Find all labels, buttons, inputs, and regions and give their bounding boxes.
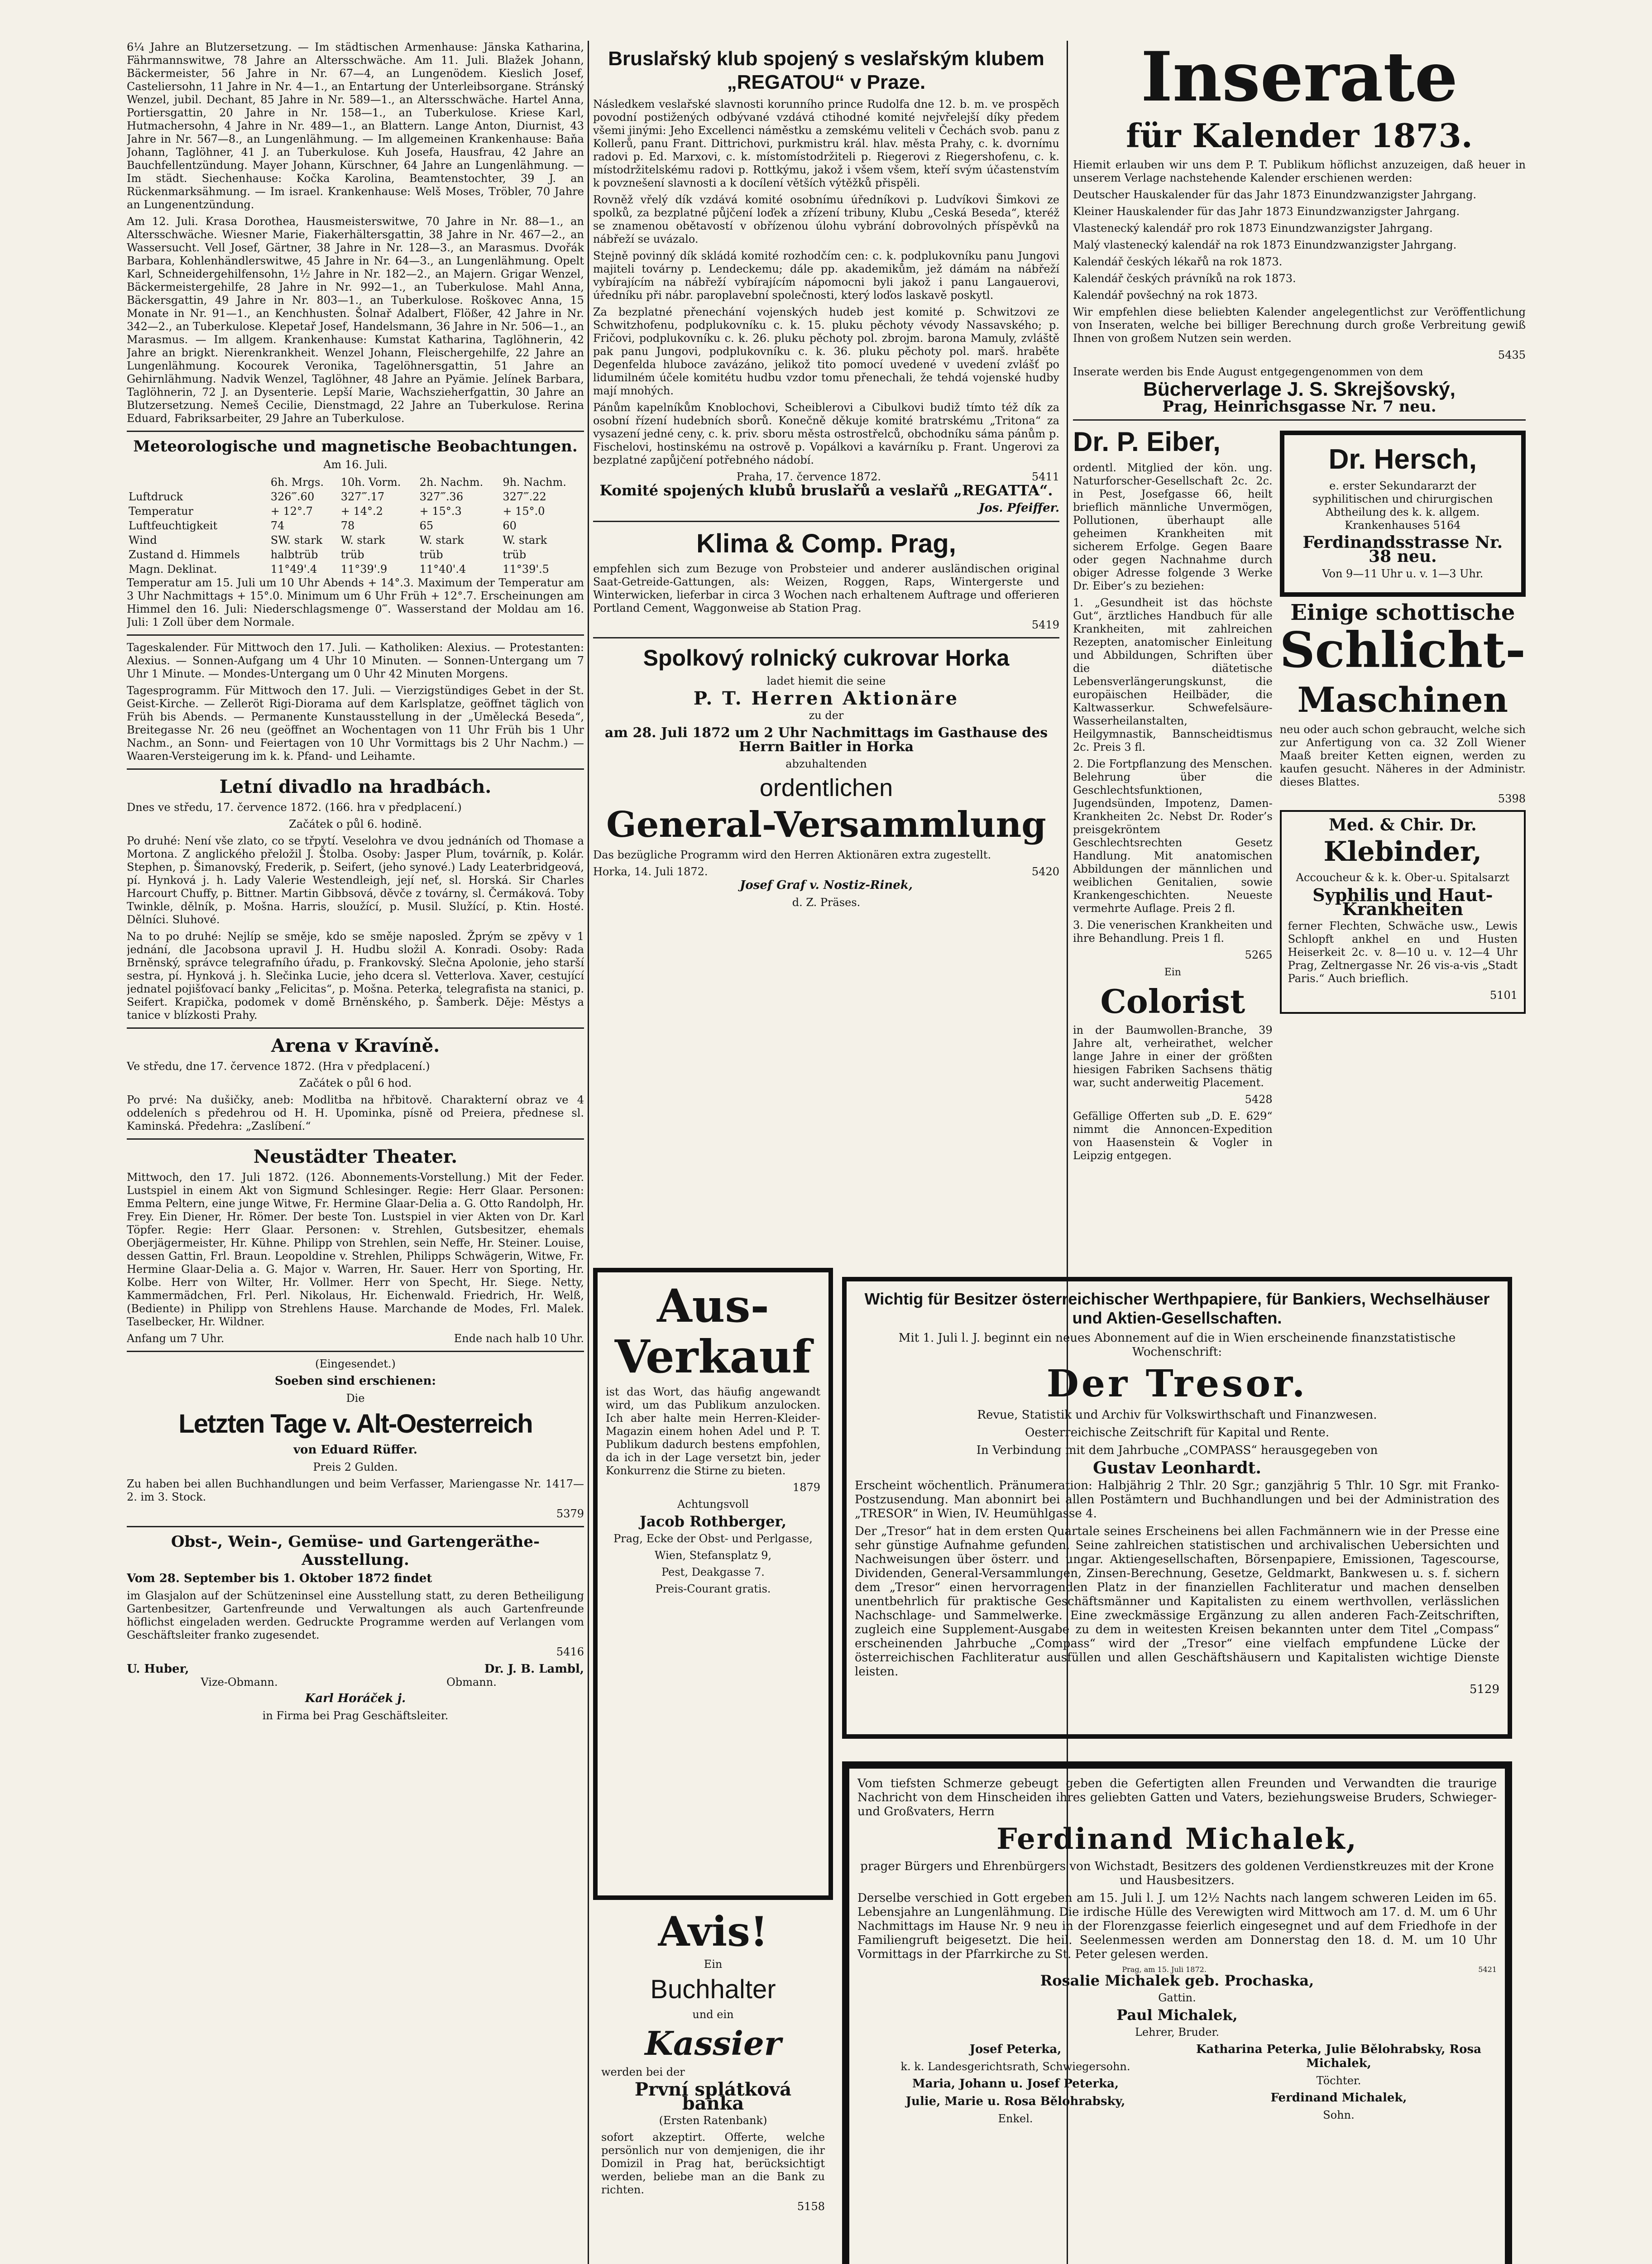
skating-club-title: Bruslařský klub spojený s veslařským klubem „REGATOU“ v Praze. [608, 48, 1044, 93]
signature-role: d. Z. Präses. [792, 896, 861, 909]
neustadt-theatre-times [127, 1332, 584, 1345]
ausverkauf-text: ist das Wort, das häufig angewandt wird, um das Publikum anzulocken. Ich aber halte mein Herren-Kleider-Magazin einem hohen Adel und P. T. Publikum dadurch bestens empfohlen, da ich in der Lage versetzt bin, jeder Konkurrenz die Stirne zu bieten. [606, 1386, 820, 1477]
table-cell: W. stark [340, 534, 385, 547]
skating-club-committee: Komité spojených klubů bruslařů a veslařů „REGATTA“. [599, 482, 1053, 499]
inserate-text: Wir empfehlen diese beliebten Kalender angelegentlichst zur Veröffentlichung von Inseraten, welche bei billiger Berechnung durch große Verbreitung gewiß Ihnen von großem Nutzen sein werden. [1073, 306, 1526, 345]
table-cell: 10h. Vorm. [340, 476, 401, 489]
divider [127, 1027, 584, 1029]
table-cell: trüb [419, 548, 443, 561]
meteorology-notes: Temperatur am 15. Juli um 10 Uhr Abends + 14°.3. Maximum der Temperatur am 3 Uhr Nachmittags + 15°.0. Minimum um 6 Uhr Früh + 12°.7. Erscheinungen am Himmel den 16. Juli: Niederschlagsmenge 0‴. Wasserstand der Moldau am 16. Juli: 1 Zoll über dem Normale. [127, 576, 584, 628]
sugar-factory-zur: zu der [809, 709, 844, 722]
signature: Josef Graf v. Nostiz-Rinek, [740, 878, 913, 892]
meteorology-title: Meteorologische und magnetische Beobachtungen. [133, 437, 578, 456]
ad-number: 5398 [1498, 792, 1526, 805]
inserate-text: Inserate werden bis Ende August entgegengenommen von dem [1073, 365, 1423, 378]
obituary-signer-group [1181, 2043, 1497, 2129]
table-header-row [127, 475, 584, 489]
machines-title: Maschinen [1297, 680, 1508, 720]
calendar-list-item: Malý vlastenecký kalendář na rok 1873 Einundzwanzigster Jahrgang. [1073, 239, 1457, 251]
right-ads [1280, 426, 1526, 1166]
obituary-signer-role: Enkel. [998, 2112, 1033, 2125]
divider [127, 431, 584, 432]
obituary-signer-role: k. k. Landesgerichtsrath, Schwiegersohn. [900, 2060, 1130, 2073]
obituary-name: Ferdinand Michalek, [996, 1822, 1358, 1856]
avis-cashier: Kassier [645, 2024, 781, 2063]
column-right [1073, 41, 1526, 1263]
tresor-sub: Revue, Statistik und Archiv für Volkswirthschaft und Finanzwesen. [977, 1408, 1377, 1422]
arena-program: Po prvé: Na dušičky, aneb: Modlitba na hřbitově. Charakterní obraz ve 4 oddeleních s předehrou od H. H. Upominka, písně od Preiera, přednese sl. Kaminská. Předehra: „Zaslíbení.“ [127, 1094, 584, 1132]
avis-und: und ein [692, 2008, 734, 2021]
obituary-text: Derselbe verschied in Gott ergeben am 15. Juli l. J. um 12½ Nachts nach langem schweren Leiden im 65. Lebensjahre an Lungenlähmung. Die irdische Hülle des Verewigten wird Mittwoch am 17. d. M. um 6 Uhr Nachmittags im Hause Nr. 9 neu in der Florenzgasse feierlich eingesegnet und auf dem Friedhofe in der Familiengruft beigesetzt. Die heil. Seelenmessen werden am Donnerstag den 18. d. M. um 10 Uhr Vormittags in der Pfarrkirche zu St. Peter gelesen werden. [857, 1891, 1497, 1961]
avis-ad [593, 1904, 833, 2221]
table-row [127, 504, 584, 518]
inserate-text: Hiemit erlauben wir uns dem P. T. Publikum höflichst anzuzeigen, daß heuer in unserem Verlage nachstehende Kalender erschienen werden: [1073, 158, 1526, 184]
column-left [127, 41, 584, 1726]
obituary-text: Vom tiefsten Schmerze gebeugt geben die Gefertigten allen Freunden und Verwandten die traurige Nachricht von dem Hinscheiden ihres geliebten Gatten und Vaters, beziehungsweise Bruders, Schwieger- und Großvaters, Herrn [857, 1777, 1497, 1818]
exhibition-signatures [127, 1662, 584, 1676]
ad-number: 5265 [1245, 949, 1273, 961]
ausverkauf-regards: Achtungsvoll [677, 1498, 749, 1511]
ad-number: 5428 [1245, 1093, 1273, 1106]
klebinder-ad [1280, 810, 1526, 1014]
neustadt-theatre-title: Neustädter Theater. [253, 1146, 458, 1167]
klebinder-name: Klebinder, [1323, 836, 1482, 868]
ad-number: 5419 [1031, 619, 1059, 631]
obituary [842, 1761, 1512, 2264]
table-cell: 327‴.17 [340, 490, 385, 503]
exhibition-roles [127, 1676, 584, 1689]
hersch-text: e. erster Sekundararzt der syphilitischen und chirurgischen Abtheilung des k. k. allgem. Krankenhauses 5164 [1312, 480, 1493, 532]
arena-date: Ve středu, dne 17. července 1872. (Hra v předplacení.) [127, 1060, 430, 1073]
klebinder-text: ferner Flechten, Schwäche usw., Lewis Schlopft ankhel en und Husten Heiserkeit 2c. v. 8—10 u. v. 12—4 Uhr Prag, Zeltnergasse Nr. 26 vis-a-vis „Stadt Paris.“ Auch brieflich. [1288, 920, 1518, 985]
ad-column-middle-lower [593, 1263, 833, 2264]
neustadt-theatre-program: Mittwoch, den 17. Juli 1872. (126. Abonnements-Vorstellung.) Mit der Feder. Lustspiel in einem Akt von Sigmund Schlesinger. Regie: Herr Glaar. Personen: Emma Peltern, eine junge Witwe, Fr. Hermine Glaar-Delia a. G. Otto Randolph, Hr. Frey. Ein Diener, Hr. Römer. Der beste Ton. Lustspiel in vier Akten von Dr. Karl Töpfer. Regie: Herr Glaar. Personen: v. Strehlen, Gutsbesitzer, ehemals Oberjägermeister, Hr. Kühne. Philipp von Strehlen, sein Neffe, Hr. Steiner. Louise, dessen Gattin, Frl. Braun. Leopoldine v. Strehlen, Philipps Schwägerin, Witwe, Fr. Hermine Glaar-Delia a. G. Major v. Warren, Hr. Sauer. Herr von Sporting, Hr. Kolbe. Herr von Wilter, Hr. Vollmer. Herr von Specht, Hr. Siege. Netty, Kammermädchen, Frl. Perl. Nikolaus, Hr. Eichenwald. Friedrich, Hr. Welß, (Bediente) in Philipp von Strehlens Hause. Marchande de Modes, Frl. Malek. Taselbecker, Hr. Wildner. [127, 1171, 584, 1328]
table-cell: 326‴.60 [270, 490, 315, 503]
death-notices: 6¼ Jahre an Blutzersetzung. — Im städtischen Armenhause: Jänska Katharina, Fährmannswitwe, 78 Jahre an Altersschwäche. Am 11. Juli. Blažek Johann, Bäckermeister, 56 Jahre in Nr. 67—4, an Lungenödem. Kieslich Josef, Casteliersohn, 11 Jahre in Nr. 4—1., an Entartung der Unterleibsorgane. Stránský Wenzel, jubil. Dechant, 85 Jahre in Nr. 589—1., an Altersschwäche. Hartel Anna, Portiersgattin, 20 Jahre in Nr. 158—1., an Tuberkulose. Kriese Karl, Hutmachersohn, 4 Jahre in Nr. 489—1., an Blattern. Lange Anton, Diurnist, 43 Jahre in Nr. 567—8., an Lungenlähmung. — Im allgemeinen Krankenhause: Baňa Johann, Taglöhner, 41 J. an Tuberkulose. Kuh Josefa, Hausfrau, 42 Jahre an Bauchfellentzündung. Mayer Johann, Kürschner, 64 Jahre an Lungenlähmung. — Im städt. Siechenhause: Kočka Karolina, Beamtenstochter, 39 J. an Rückenmarksähmung. — Im israel. Krankenhause: Welš Moses, Tröbler, 70 Jahre an Lungenentzündung. [127, 41, 584, 211]
eiber-text: ordentl. Mitglied der kön. ung. Naturforscher-Gesellschaft 2c. 2c. in Pest, Josefgasse 66, heilt brieflich männliche Unvermögen, Pollutionen, überhaupt alle geheimen Krankheiten mit sicherem Erfolge. Gegen Baare oder gegen Nachnahme durch obiger Adresse folgende 3 Werke Dr. Eiber’s zu beziehen: [1073, 461, 1273, 592]
machines-title: Einige schottische [1290, 600, 1515, 625]
obituary-signer: Rosalie Michalek geb. Prochaska, [1040, 1972, 1314, 1989]
divider [1073, 419, 1526, 421]
obituary-signers-row [857, 2043, 1497, 2129]
signature-role: in Firma bei Prag Geschäftsleiter. [262, 1709, 449, 1722]
klebinder-text: Accoucheur & k. k. Ober-u. Spitalsarzt [1296, 871, 1510, 884]
hersch-hours: Von 9—11 Uhr u. v. 1—3 Uhr. [1322, 567, 1484, 580]
arena-start: Začátek o půl 6 hod. [299, 1077, 412, 1089]
publisher-address: Prag, Heinrichsgasse Nr. 7 neu. [1162, 398, 1437, 416]
signature: Dr. J. B. Lambl, [484, 1662, 584, 1676]
avis-text: werden bei der [601, 2066, 685, 2078]
skating-club-text: Následkem veslařské slavnosti korunního prince Rudolfa dne 12. b. m. ve prospěch povodní postižených odbývané vzdává ctihodné komité nejvřelejší díky předem všemi jinými: Jeho Excellenci náměstku a zemskému veliteli v Čechách svob. panu z Kollerů, panu Frant. Dittrichovi, purkmistru král. hlav. města Prahy, c. k. dvornímu radovi p. Ed. Marxovi, c. k. místomístodržiteli p. Riegerovi z Riegershofenu, c. k. místodržitelskému radovi p. Rottkýmu, jakož i všem všem, kteří svým účastenstvím k povznešení slavnosti a k docílení větších výtěžků přispěli. [593, 98, 1059, 189]
calendar-list-item: Deutscher Hauskalender für das Jahr 1873 Einundzwanzigster Jahrgang. [1073, 188, 1476, 201]
ausverkauf-address: Wien, Stefansplatz 9, [654, 1549, 772, 1562]
book-article: Die [346, 1392, 365, 1405]
tresor-editor: Gustav Leonhardt. [1093, 1458, 1261, 1477]
inserate-title: Inserate [1140, 41, 1458, 117]
table-cell: 327‴.36 [419, 490, 464, 503]
ausverkauf-name: Jacob Rothberger, [639, 1513, 787, 1530]
ad-number: 5420 [1031, 865, 1059, 878]
table-row [127, 562, 584, 576]
ad-number: 5421 [1478, 1965, 1497, 1974]
klima-title: Klima & Comp. Prag, [696, 529, 956, 558]
ad-number: 5379 [556, 1507, 584, 1520]
skating-club-text: Za bezplatné přenechání vojenských hudeb jest komité p. Schwitzovi ze Schwitzhofenu, podplukovníku c. k. 15. pluku pěchoty vévody Nassavského; p. Fričovi, podplukovníku c. k. 26. pluku pěchoty pol. zbrojm. barona Mamuly, zvláště pak panu Jungovi, podplukovníku c. k. 36. pluku pěchoty pol. marš. hraběte Degenfelda hluboce zavázáno, jelikož tito pomocí uvedené v uvedení zvlášť po lidumilném účele komitétu hudbu vzdor tomu přenechali, že tehdá vojenské hudby mají mnohých. [593, 306, 1059, 397]
table-row [127, 489, 584, 504]
day-program: Tagesprogramm. Für Mittwoch den 17. Juli. — Vierzigstündiges Gebet in der St. Geist-Kirche. — Zelleröt Rigi-Diorama auf dem Karlsplatze, geöffnet täglich von Früh bis Abends. — Permanente Kunstausstellung in der „Umělecká Beseda“, Breitegasse Nr. 26 neu (geöffnet an Wochentagen von 11 Uhr Früh bis 1 Uhr Nachm., an Sonn- und Feiertagen von 10 Uhr Vormittags bis 2 Uhr Nachm.) — Waaren-Versteigerung im k. k. Pfand- und Leihamte. [127, 684, 584, 763]
table-cell: 327‴.22 [503, 490, 546, 503]
obituary-signer: Katharina Peterka, Julie Bělohrabsky, Rosa Michalek, [1196, 2043, 1481, 2070]
tresor-headline: Wichtig für Besitzer österreichischer Werthpapiere, für Bankiers, Wechselhäuser und Aktien-Gesellschaften. [864, 1290, 1490, 1327]
table-cell: Magn. Deklinat. [129, 563, 217, 576]
avis-ein: Ein [704, 1958, 723, 1971]
table-cell: W. stark [419, 534, 464, 547]
avis-bookkeeper: Buchhalter [650, 1975, 776, 2004]
ausverkauf-address: Prag, Ecke der Obst- und Perlgasse, [613, 1532, 813, 1545]
table-cell: Luftdruck [129, 490, 183, 503]
book-author: von Eduard Rüffer. [293, 1443, 417, 1457]
signature: U. Huber, [127, 1662, 189, 1676]
book-availability: Zu haben bei allen Buchhandlungen und beim Verfasser, Mariengasse Nr. 1417—2. im 3. Stock. [127, 1477, 584, 1503]
inserate-subtitle: für Kalender 1873. [1126, 116, 1473, 155]
signature-role: Vize-Obmann. [201, 1676, 278, 1688]
avis-text: sofort akzeptirt. Offerte, welche persönlich nur von demjenigen, die ihr Domizil in Prag hat, berücksichtigt werden, beliebe man an die Bank zu richten. [601, 2131, 825, 2196]
table-cell: SW. stark [270, 534, 323, 547]
obituary-signer-role: Gattin. [1158, 1991, 1196, 2004]
ausverkauf-address: Pest, Deakgasse 7. [661, 1566, 765, 1578]
machines-title: Schlicht- [1279, 622, 1526, 679]
table-cell: Zustand d. Himmels [129, 548, 240, 561]
calendar-list-item: Kleiner Hauskalender für das Jahr 1873 Einundzwanzigster Jahrgang. [1073, 205, 1460, 218]
signature-role: Obmann. [446, 1676, 497, 1688]
divider [127, 1351, 584, 1352]
meeting-date: am 28. Juli 1872 um 2 Uhr Nachmittags im Gasthause des Herrn Baitler in Horka [604, 725, 1048, 755]
skating-club-text: Rovněž vřelý dík vzdává komité osobnímu úředníkovi p. Ludvíkovi Šimkovi ze spolků, za bezplatné půjčení loďek a zřízení tribuny, Klubu „Ceská Beseda“, kteréž se znamenou obětavostí v obřízenou úlohu vybrání dobrovolných příspěvků na nábřeží se uvázalo. [593, 193, 1059, 245]
avis-bank-sub: (Ersten Ratenbank) [659, 2114, 767, 2127]
obituary-signer-role: Töchter. [1316, 2074, 1361, 2087]
obituary-signer: Maria, Johann u. Josef Peterka, [912, 2077, 1119, 2091]
exhibition-title: Obst-, Wein-, Gemüse- und Gartengeräthe-Ausstellung. [171, 1533, 540, 1569]
place-date: Praha, 17. července 1872. [736, 470, 881, 483]
skating-club-text: Stejně povinný dík skládá komité rozhodčím cen: c. k. podplukovníku panu Jungovi majiteli továrny p. Lendeckemu; dále pp. akademikům, jež dámám na nábřeží vybírajícím na nábřeží vybírajícím nápomocni byli jakož i panu Langauerovi, úředníku při nábr. paroplavební společnosti, který loďos laskavě poskytl. [593, 249, 1059, 302]
colorist-title: Colorist [1100, 982, 1245, 1021]
table-cell: 11°49'.4 [270, 563, 317, 576]
table-cell: 2h. Nachm. [419, 476, 484, 489]
klima-text: empfehlen sich zum Bezuge von Probsteier und anderer ausländischen original Saat-Getreide-Gattungen, als: Weizen, Roggen, Raps, Wintergerste und Winterwicken, lieferbar in circa 3 Wochen nach erhaltenem Auftrage und offerieren Portland Cement, Waggonweise ab Station Prag. [593, 562, 1059, 614]
table-cell: Wind [129, 534, 157, 547]
place-date: Horka, 14. Juli 1872. [593, 865, 708, 878]
signature: Jos. Pfeiffer. [979, 501, 1059, 515]
summer-theatre-start: Začátek o půl 6. hodině. [289, 818, 422, 830]
table-cell: 11°39'.9 [340, 563, 388, 576]
table-cell: Temperatur [129, 505, 194, 518]
table-cell: 9h. Nachm. [503, 476, 566, 489]
summer-theatre-date: Dnes ve středu, 17. července 1872. (166. hra v předplacení.) [127, 801, 462, 814]
shareholders: P. T. Herren Aktionäre [693, 688, 959, 709]
book-title: Letzten Tage v. Alt-Oesterreich [178, 1409, 532, 1439]
colorist-ein: Ein [1164, 967, 1181, 978]
eiber-name: Dr. P. Eiber, [1073, 427, 1221, 457]
colorist-text: Gefällige Offerten sub „D. E. 629“ nimmt die Annoncen-Expedition von Haasenstein & Vogler in Leipzig entgegen. [1073, 1110, 1273, 1162]
just-published-label: Soeben sind erschienen: [275, 1374, 436, 1388]
sugar-factory-text: Das bezügliche Programm wird den Herren Aktionären extra zugestellt. [593, 849, 991, 861]
exhibition-text: im Glasjalon auf der Schützeninsel eine Ausstellung statt, zu deren Betheiligung Gartenbesitzer, Gartenfreunde und Verwaltungen als auch Gartenfreunde höflichst eingeladen werden. Gedruckte Programme werden auf Verlangen vom Geschäftsleiter franko zugesendet. [127, 1589, 584, 1641]
sugar-factory-place-row [593, 865, 1059, 878]
sugar-factory-title: Spolkový rolnický cukrovar Horka [643, 645, 1010, 671]
tresor-sub: Oesterreichische Zeitschrift für Kapital und Rente. [1025, 1426, 1329, 1439]
ad-number: 5416 [556, 1645, 584, 1658]
meteorology-date: Am 16. Juli. [323, 458, 388, 471]
obituary-signer: Josef Peterka, [969, 2043, 1062, 2056]
summer-theatre-title: Letní divadlo na hradbách. [219, 776, 492, 797]
ad-number: 5129 [1469, 1683, 1499, 1696]
table-cell: 60 [503, 519, 517, 532]
column-rule [588, 41, 589, 2264]
table-cell: 74 [270, 519, 285, 532]
table-cell: halbtrüb [270, 548, 318, 561]
calendar-list-item: Kalendář povšechný na rok 1873. [1073, 289, 1258, 302]
calendar-list-item: Kalendář českých lékařů na rok 1873. [1073, 255, 1283, 268]
table-row [127, 518, 584, 533]
signature: Karl Horáček j. [305, 1692, 406, 1705]
sugar-factory-ordinary: ordentlichen [759, 774, 893, 801]
doctors-row [1073, 426, 1526, 1166]
table-cell [127, 475, 269, 489]
table-cell: W. stark [503, 534, 547, 547]
calendar-list-item: Vlastenecký kalendář pro rok 1873 Einundzwanzigster Jahrgang. [1073, 222, 1433, 235]
tresor-text: Erscheint wöchentlich. Pränumeration: Halbjährig 2 Thlr. 20 Sgr.; ganzjährig 5 Thlr. 10 Sgr. mit Franko-Postzusendung. Man abonnirt bei allen Postämtern und Buchhandlungen und bei der Administration des „TRESOR“ in Wien, IV. Heumühlgasse 4. [855, 1479, 1499, 1521]
table-cell: Luftfeuchtigkeit [129, 519, 218, 532]
obituary-signer: Ferdinand Michalek, [1270, 2091, 1407, 2105]
sugar-factory-abz: abzuhaltenden [785, 758, 867, 770]
obituary-signer-role: Sohn. [1323, 2109, 1355, 2121]
start-time: Anfang um 7 Uhr. [127, 1332, 225, 1345]
table-cell: + 15°.3 [419, 505, 462, 518]
arena-title: Arena v Kravíně. [271, 1035, 440, 1056]
calendar-list-item: Kalendář českých právníků na rok 1873. [1073, 272, 1296, 285]
ausverkauf-title: Aus-Verkauf [614, 1279, 812, 1383]
hersch-address: Ferdinandsstrasse Nr. 38 neu. [1302, 533, 1503, 566]
obituary-signer-group [857, 2043, 1173, 2129]
eiber-ad [1073, 426, 1273, 1166]
obituary-signer: Paul Michalek, [1116, 2006, 1238, 2024]
eiber-book: 2. Die Fortpflanzung des Menschen. Belehrung über die Geschlechtsfunktionen, Jugendsünden, Impotenz, Damen-Krankheiten 2c. Nebst Dr. Roder’s preisgekröntem Geschlechtsrechten Gesetz Handlung. Mit anatomischen Abbildungen der männlichen und weiblichen Genitalien, sowie Krankengeschichten. Neueste vermehrte Auflage. Preis 2 fl. [1073, 758, 1273, 915]
ad-number: 1879 [792, 1481, 820, 1494]
table-cell: 11°40'.4 [419, 563, 466, 576]
divider [593, 637, 1059, 638]
eiber-book: 3. Die venerischen Krankheiten und ihre Behandlung. Preis 1 fl. [1073, 919, 1273, 945]
day-calendar: Tageskalender. Für Mittwoch den 17. Juli. — Katholiken: Alexius. — Protestanten: Alexius. — Sonnen-Aufgang um 4 Uhr 10 Minuten. — Sonnen-Untergang um 7 Uhr 1 Minute. — Mondes-Untergang um 0 Uhr 42 Minuten Morgens. [127, 641, 584, 680]
table-cell: 6h. Mrgs. [270, 476, 324, 489]
obituary-signer-role: Lehrer, Bruder. [1135, 2026, 1219, 2039]
meteorology-table [127, 475, 584, 576]
table-cell: + 15°.0 [503, 505, 545, 518]
summer-theatre-program: Na to po druhé: Nejlíp se směje, kdo se směje naposled. Žprým se zpěvy v 1 jednání, dle Jacobsona upravil J. H. Hudbu složil A. Konradi. Osoby: Rada Brněnský, správce telegrafního úřadu, p. Frankovský. Slečna Apolonie, jeho starší sestra, pí. Hynková j. h. Slečinka Lucie, jeho dcera sl. Vetterlova. Xaver, cestující jednatel pojišťovací banky „Felicitas“, p. Mošna. Peterka, telegrafista na stanici, p. Seifert. Krapička, podomek v domě Brněnského, p. Šamberk. Děje: Městys a tanice v blízkosti Prahy. [127, 930, 584, 1022]
divider [127, 1138, 584, 1140]
tresor-ad [842, 1277, 1512, 1739]
table-cell: trüb [340, 548, 364, 561]
obituary-title: prager Bürgers und Ehrenbürgers von Wichstadt, Besitzers des goldenen Verdienstkreuzes mit der Krone und Hausbesitzers. [860, 1860, 1494, 1887]
submitted-label: (Eingesendet.) [315, 1357, 396, 1370]
divider [127, 768, 584, 770]
column-middle [593, 41, 1059, 1259]
divider [127, 634, 584, 636]
skating-club-text: Pánům kapelníkům Knoblochovi, Scheiblerovi a Cibulkovi budiž tímto též dík za osobní řízení hudebních sborů. Konečně děkuje komité bratrskému „Tritona“ za vysazení jedné ceny, c. k. priv. sboru města ostrostřelců, obchodníku sáma pánům p. Fischelovi, hostinskému na ostrově p. Vopálkovi a kavárníku p. Frant. Ungerovi za bezplatné zapůjčení potřebného nádobí. [593, 401, 1059, 466]
eiber-book: 1. „Gesundheit ist das höchste Gut“, ärztliches Handbuch für alle Krankheiten, mit zahlreichen Rezepten, anatomischer Einleitung und Abbildungen, Schriften über die diätetische Lebensverlängerungskunst, die europäischen Heilbäder, die Kaltwasserkur. Schwefelsäure-Wasserheilanstalten, Heilgymnastik, Bannscheidtismus 2c. Preis 3 fl. [1073, 596, 1273, 753]
table-row [127, 547, 584, 562]
summer-theatre-program: Po druhé: Není vše zlato, co se třpytí. Veselohra ve dvou jednáních od Thomase a Mortona. Z anglického přeložil J. Štolba. Osoby: Jasper Plum, továrník, p. Kolár. Stephen, p. Šimanovský, Frederik, p. Seifert, (jeho synové.) Lady Leaterbridgeová, pí. Hynková j. h. Lady Valerie Westendleigh, její neť, sl. Horská. Sir Charles Harcourt Chuffy, p. Bittner. Martin Gibbsová, děvče z továrny, sl. Čermáková. Toby Twinkle, dělník, p. Mošna. Harris, sloužící, p. Musil. Služící, p. Ktin. Hosté. Dělníci. Sluhové. [127, 835, 584, 926]
sugar-factory-sub: ladet hiemit die seine [766, 675, 886, 687]
end-time: Ende nach halb 10 Uhr. [454, 1332, 584, 1345]
ad-number: 5435 [1498, 349, 1526, 361]
divider [127, 1526, 584, 1527]
table-cell: + 12°.7 [270, 505, 313, 518]
price-list: Preis-Courant gratis. [655, 1583, 771, 1595]
avis-bank: První splátková banka [634, 2079, 792, 2114]
avis-title: Avis! [658, 1908, 768, 1956]
general-meeting: General-Versammlung [606, 804, 1046, 845]
hersch-name: Dr. Hersch, [1328, 444, 1477, 475]
exhibition-date: Vom 28. September bis 1. Oktober 1872 findet [127, 1572, 432, 1585]
table-cell: + 14°.2 [340, 505, 383, 518]
klebinder-title: Med. & Chir. Dr. [1329, 815, 1477, 835]
tresor-text: Der „Tresor“ hat in dem ersten Quartale seines Erscheinens bei allen Fachmännern wie in der Presse eine sehr günstige Aufnahme gefunden. Seine zahlreichen statistischen und archivalischen Uebersichten und Nachweisungen über österr. und ungar. Aktiengesellschaften, Börsenpapiere, Emissionen, Tagescourse, Dividenden, General-Versammlungen, Zinsen-Berechnung, Gesetze, Geldmarkt, Bankwesen u. s. f. sichern dem „Tresor“ einen hervorragenden Platz in der finanziellen Fachliteratur und machen denselben unentbehrlich für praktische Geschäftsmänner und Kapitalisten zu einem werthvollen, verlässlichen Nachschlage- und Sammelwerke. Eine zweckmässige Ergänzung zu allen anderen Fach-Zeitschriften, zugleich eine Supplement-Ausgabe zu dem in weitesten Kreisen bekannten unter dem Titel „Compass“ erscheinenden Jahrbuche „Compass“ wird der „Tresor“ eine vielfach empfundene Lücke der österreichischen Fachliteratur ausfüllen und allen Geschäftshäusern und Kapitalisten wichtige Dienste leisten. [855, 1525, 1499, 1679]
ad-number: 5101 [1489, 989, 1518, 1002]
ad-number: 5158 [797, 2200, 825, 2213]
colorist-text: in der Baumwollen-Branche, 39 Jahre alt, verheirathet, welcher lange Jahre in einer der größten hiesigen Fabriken Sachsens thätig war, sucht anderweitig Placement. [1073, 1024, 1273, 1089]
tresor-name: Der Tresor. [1046, 1362, 1308, 1405]
table-row [127, 533, 584, 547]
ausverkauf-ad [593, 1268, 833, 1900]
obituary-signer: Julie, Marie u. Rosa Bělohrabsky, [905, 2095, 1125, 2108]
table-cell: 65 [419, 519, 434, 532]
tresor-intro: Mit 1. Juli l. J. beginnt ein neues Abonnement auf die in Wien erscheinende finanzstatistische Wochenschrift: [898, 1331, 1456, 1359]
ad-number: 5411 [1031, 470, 1059, 483]
klebinder-specialty: Syphilis und Haut-Krankheiten [1312, 885, 1493, 919]
book-price: Preis 2 Gulden. [313, 1461, 398, 1473]
machines-text: neu oder auch schon gebraucht, welche sich zur Anfertigung von ca. 32 Zoll Wiener Maaß breiter Ketten eignen, werden zu kaufen gesucht. Näheres in der Administr. dieses Blattes. [1279, 723, 1526, 788]
divider [593, 521, 1059, 522]
tresor-sub: In Verbindung mit dem Jahrbuche „COMPASS“ herausgegeben von [976, 1444, 1378, 1457]
table-cell: trüb [503, 548, 527, 561]
hersch-ad [1280, 431, 1526, 597]
place-date: Prag, am 15. Juli 1872. [1122, 1965, 1207, 1974]
publisher-name: Bücherverlage J. S. Skrejšovský, [1143, 378, 1456, 400]
death-notices: Am 12. Juli. Krasa Dorothea, Hausmeisterswitwe, 70 Jahre in Nr. 88—1., an Altersschwäche. Wiesner Marie, Fiakerhältersgattin, 38 Jahre in Nr. 467—2., an Wassersucht. Vell Josef, Gärtner, 38 Jahre in Nr. 128—3., an Marasmus. Dvořák Barbara, Kohlenhändlerswitwe, 45 Jahre in Nr. 64—3., an Lungenlähmung. Opelt Karl, Schneidergehilfensohn, 1½ Jahre in Nr. 182—2., an Majern. Grigar Wenzel, Bäckermeistergehilfe, 28 Jahre in Nr. 992—1., an Tuberkulose. Mahl Anna, Bäckersgattin, 49 Jahre in Nr. 803—1., an Tuberkulose. Roškovec Anna, 15 Monate in Nr. 91—1., an Kenchhusten. Šolnař Adalbert, Flößer, 42 Jahre in Nr. 342—2., an Tuberkulose. Klepetař Josef, Handelsmann, 36 Jahre in Nr. 506—1., an Marasmus. — Im allgem. Krankenhause: Kumstat Katharina, Taglöhnerin, 42 Jahre an brigkt. Nierenkrankheit. Wenzel Johann, Fleischergehilfe, 22 Jahre an Lungenlähmung. Kocourek Veronika, Tagelöhnersgattin, 51 Jahre an Gehirnlähmung. Nadvik Wenzel, Taglöhner, 48 Jahre an Pyämie. Jelínek Barbara, Taglöhnerin, 72 J. an Dysenterie. Lepší Marie, Wachszieherfgattin, 30 Jahre an Blutzersetzung. Nemeš Cecilie, Dienstmagd, 22 Jahre an Tuberkulose. Rerina Eduard, Fabriksarbeiter, 29 Jahre an Tuberkulose. [127, 215, 584, 425]
table-cell: 11°39'.5 [503, 563, 549, 576]
table-cell: 78 [340, 519, 355, 532]
